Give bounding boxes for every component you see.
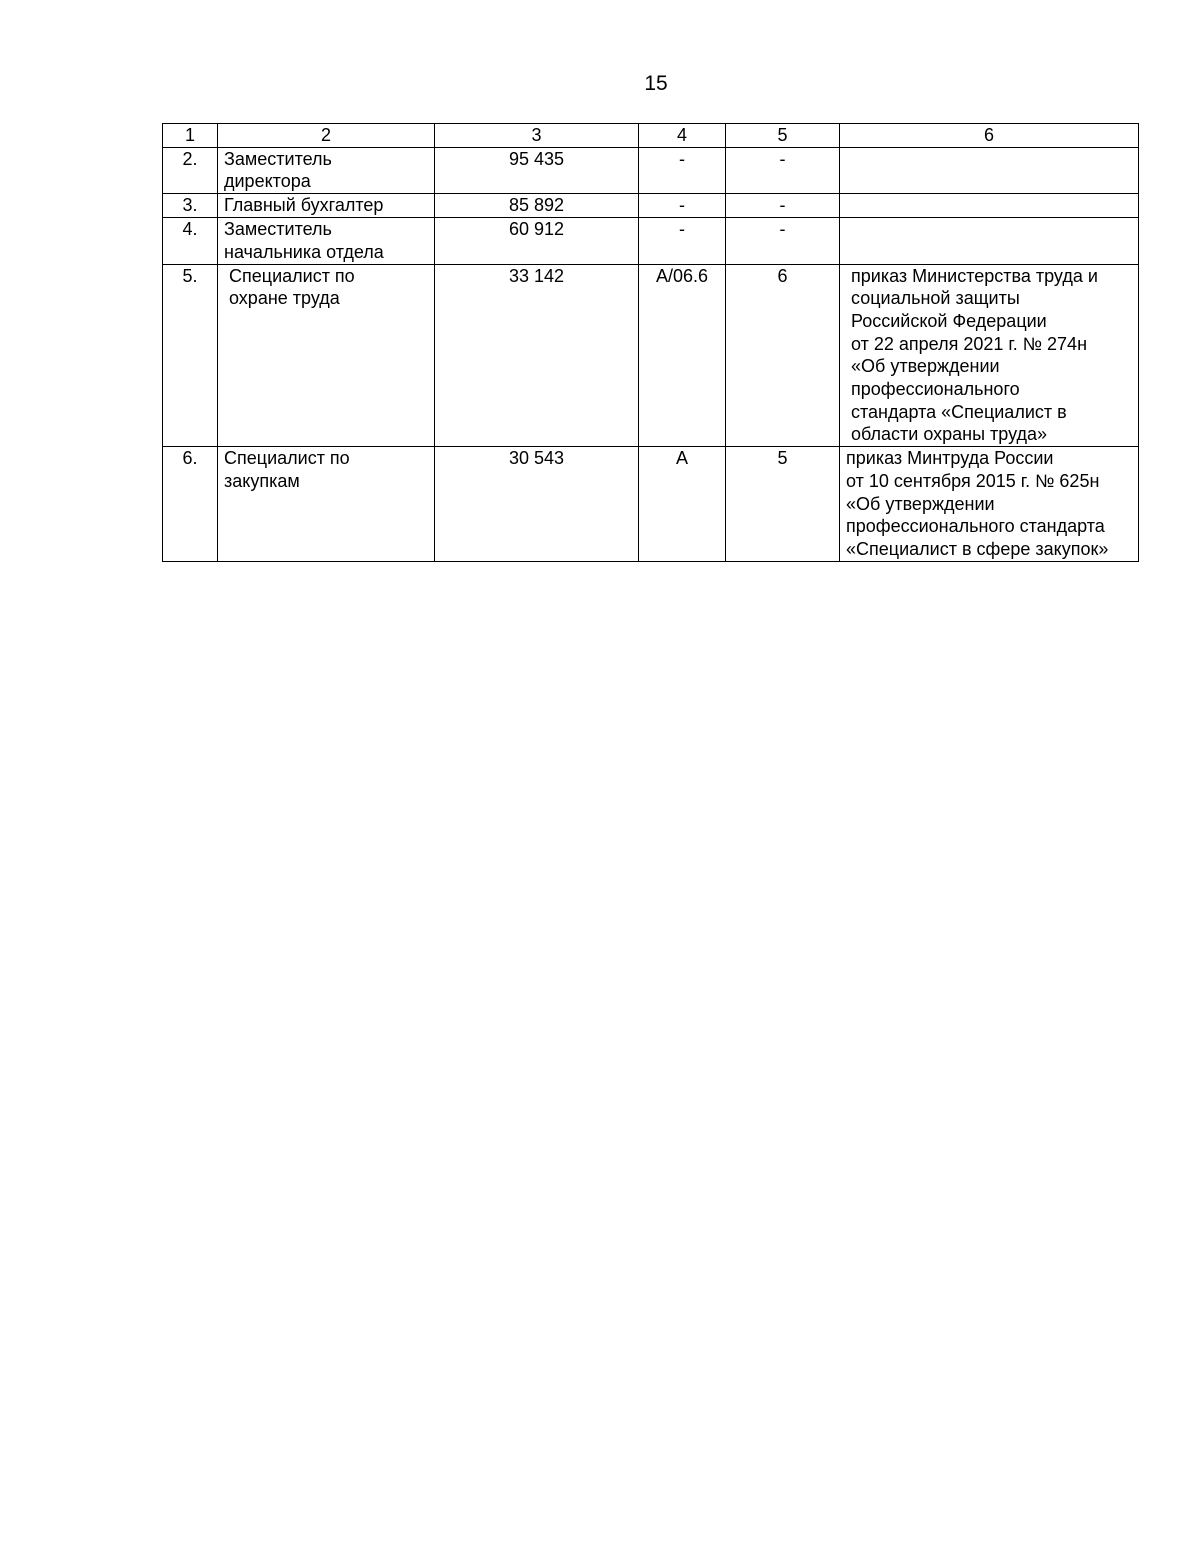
level-cell: -: [726, 147, 840, 193]
code-cell: -: [639, 147, 726, 193]
standard-line: приказ Минтруда России: [846, 448, 1054, 469]
salary-cell: 85 892: [435, 194, 639, 218]
salary-cell: 33 142: [435, 264, 639, 447]
header-cell: 1: [163, 124, 218, 148]
position-line: Специалист по: [224, 448, 350, 469]
salary-cell: 95 435: [435, 147, 639, 193]
code-cell: А/06.6: [639, 264, 726, 447]
salary-cell: 30 543: [435, 447, 639, 562]
level-cell: 5: [726, 447, 840, 562]
position-cell: [218, 447, 435, 562]
position-line: директора: [224, 171, 311, 192]
standard-line: стандарта «Специалист в: [851, 401, 1067, 422]
table-row: [163, 447, 1139, 562]
position-cell: [218, 147, 435, 193]
standard-cell: [840, 447, 1139, 562]
table-row: [163, 194, 1139, 218]
code-cell: А: [639, 447, 726, 562]
position-line: начальника отдела: [224, 241, 384, 262]
standard-line: от 10 сентября 2015 г. № 625н: [846, 470, 1100, 491]
standard-line: профессионального стандарта: [846, 516, 1105, 537]
position-cell: [218, 194, 435, 218]
table-row: [163, 147, 1139, 193]
level-cell: -: [726, 194, 840, 218]
table-row: [163, 264, 1139, 447]
standard-line: «Специалист в сфере закупок»: [846, 538, 1109, 559]
standard-cell: [840, 194, 1139, 218]
standard-line: области охраны труда»: [851, 424, 1048, 445]
header-cell: 2: [218, 124, 435, 148]
position-line: охране труда: [229, 288, 340, 309]
standard-line: социальной защиты: [851, 288, 1020, 309]
level-cell: 6: [726, 264, 840, 447]
standard-line: приказ Министерства труда и: [851, 265, 1098, 286]
header-cell: 6: [840, 124, 1139, 148]
standard-cell: [840, 264, 1139, 447]
position-line: Специалист по: [229, 265, 355, 286]
standard-line: профессионального: [851, 379, 1020, 400]
position-line: Заместитель: [224, 148, 332, 169]
standard-cell: [840, 147, 1139, 193]
header-cell: 4: [639, 124, 726, 148]
header-cell: 3: [435, 124, 639, 148]
position-line: закупкам: [224, 470, 300, 491]
level-cell: -: [726, 218, 840, 264]
salary-cell: 60 912: [435, 218, 639, 264]
row-number: 5.: [163, 264, 218, 447]
standard-cell: [840, 218, 1139, 264]
position-cell: [218, 218, 435, 264]
position-cell: [218, 264, 435, 447]
positions-table: [162, 123, 1139, 562]
row-number: 6.: [163, 447, 218, 562]
header-cell: 5: [726, 124, 840, 148]
table-header-row: [163, 124, 1139, 148]
code-cell: -: [639, 194, 726, 218]
standard-line: от 22 апреля 2021 г. № 274н: [851, 333, 1088, 354]
standard-line: «Об утверждении: [851, 356, 1000, 377]
row-number: 3.: [163, 194, 218, 218]
standard-line: «Об утверждении: [846, 493, 995, 514]
code-cell: -: [639, 218, 726, 264]
position-line: Заместитель: [224, 219, 332, 240]
standard-line: Российской Федерации: [851, 310, 1047, 331]
table-row: [163, 218, 1139, 264]
position-line: Главный бухгалтер: [224, 195, 384, 216]
page-number: 15: [644, 72, 668, 95]
row-number: 4.: [163, 218, 218, 264]
row-number: 2.: [163, 147, 218, 193]
